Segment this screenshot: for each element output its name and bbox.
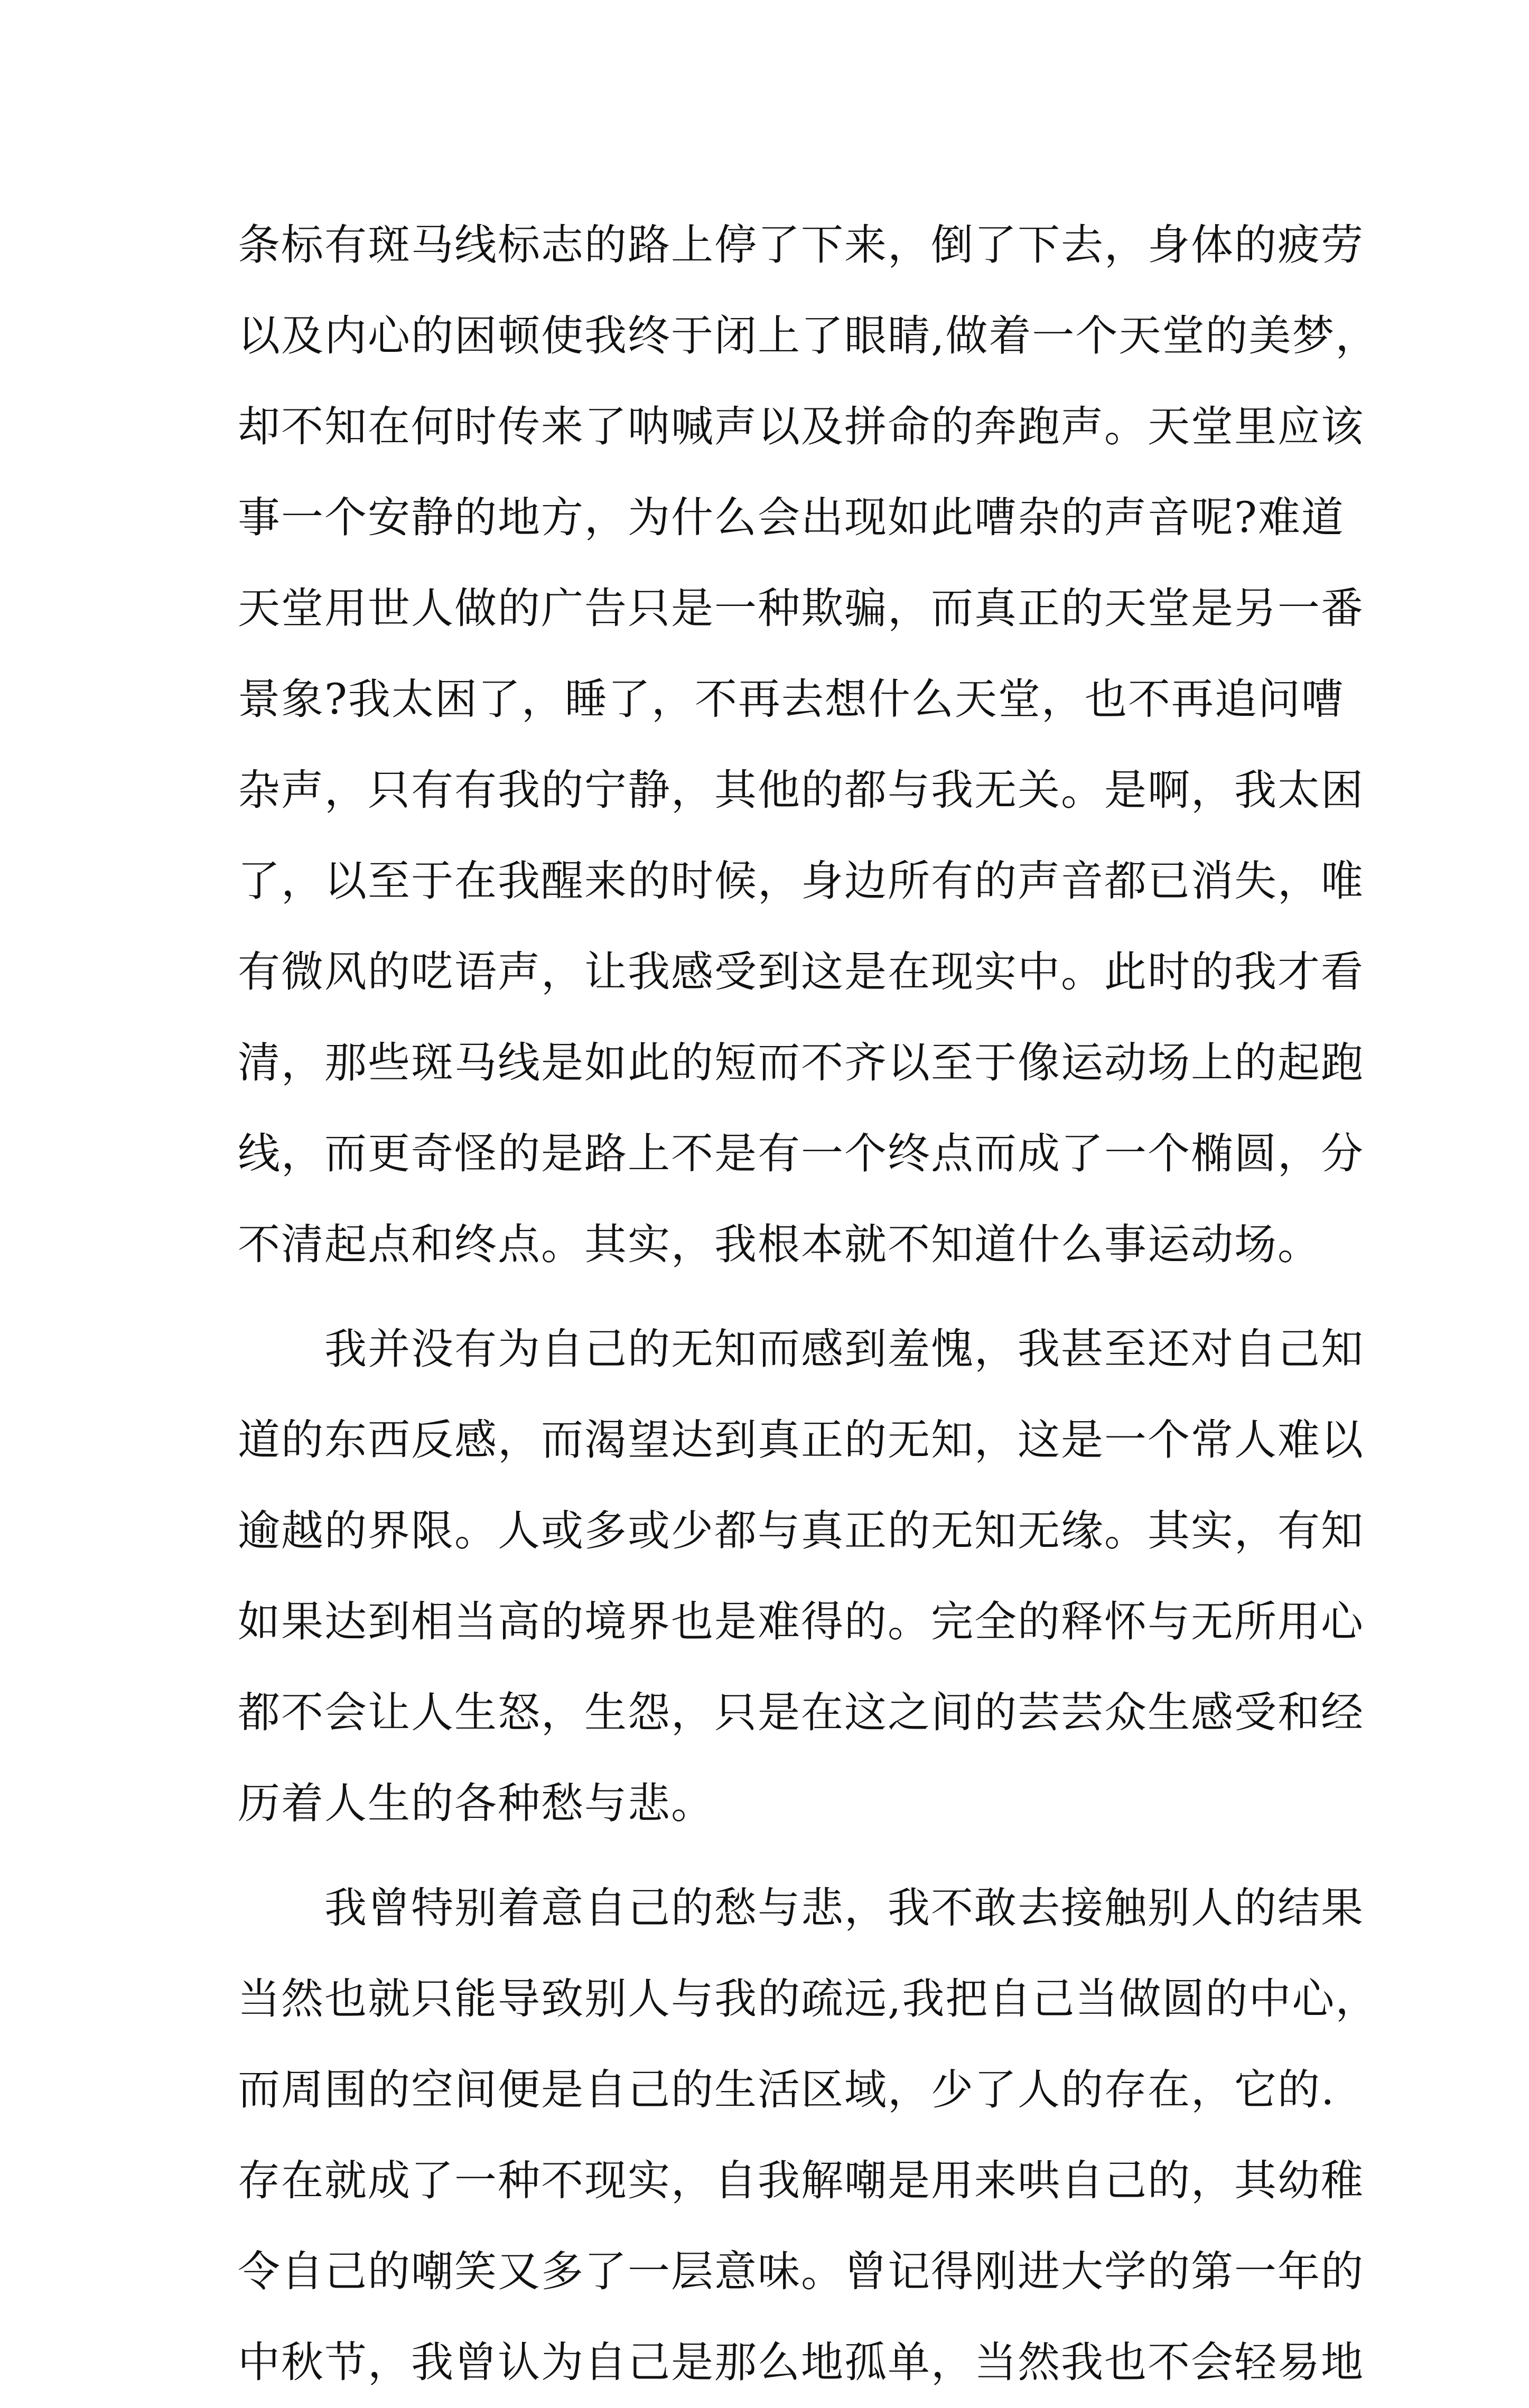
text-line: 都不会让人生怒，生怨，只是在这之间的芸芸众生感受和经 [238, 1688, 1364, 1737]
text-line: 杂声，只有有我的宁静，其他的都与我无关。是啊，我太困 [238, 766, 1364, 815]
text-line: 存在就成了一种不现实，自我解嘲是用来哄自己的，其幼稚 [238, 2156, 1364, 2205]
text-line: 以及内心的困顿使我终于闭上了眼睛,做着一个天堂的美梦， [238, 311, 1379, 360]
text-line: 却不知在何时传来了呐喊声以及拼命的奔跑声。天堂里应该 [238, 402, 1364, 451]
text-line: 了，以至于在我醒来的时候，身边所有的声音都已消失，唯 [238, 856, 1364, 906]
paragraph-first-line: 我并没有为自己的无知而感到羞愧，我甚至还对自己知 [238, 1324, 1364, 1374]
text-line: 清，那些斑马线是如此的短而不齐以至于像运动场上的起跑 [238, 1038, 1364, 1087]
text-line: 有微风的呓语声，让我感受到这是在现实中。此时的我才看 [238, 947, 1364, 996]
text-line: 条标有斑马线标志的路上停了下来，倒了下去，身体的疲劳 [238, 220, 1364, 269]
text-line: 景象?我太困了，睡了，不再去想什么天堂，也不再追问嘈 [238, 675, 1345, 724]
body-text [238, 200, 1400, 2408]
text-line: 线，而更奇怪的是路上不是有一个终点而成了一个椭圆，分 [238, 1129, 1364, 1178]
text-line: 令自己的嘲笑又多了一层意味。曾记得刚进大学的第一年的 [238, 2247, 1364, 2296]
text-line: 如果达到相当高的境界也是难得的。完全的释怀与无所用心 [238, 1597, 1364, 1646]
paragraph-first-line: 我曾特别着意自己的愁与悲，我不敢去接触别人的结果 [238, 1883, 1364, 1933]
text-line: 逾越的界限。人或多或少都与真正的无知无缘。其实，有知 [238, 1506, 1364, 1555]
text-line: 天堂用世人做的广告只是一种欺骗，而真正的天堂是另一番 [238, 584, 1364, 633]
text-line: 中秋节，我曾认为自己是那么地孤单，当然我也不会轻易地 [238, 2338, 1364, 2387]
text-line: 当然也就只能导致别人与我的疏远,我把自己当做圆的中心， [238, 1974, 1379, 2023]
text-line: 而周围的空间便是自己的生活区域，少了人的存在，它的. [238, 2065, 1336, 2114]
text-line: 不清起点和终点。其实，我根本就不知道什么事运动场。 [238, 1220, 1321, 1269]
text-line: 历着人生的各种愁与悲。 [238, 1779, 714, 1828]
text-line: 事一个安静的地方，为什么会出现如此嘈杂的声音呢?难道 [238, 493, 1345, 542]
text-line: 道的东西反感，而渴望达到真正的无知，这是一个常人难以 [238, 1415, 1364, 1464]
